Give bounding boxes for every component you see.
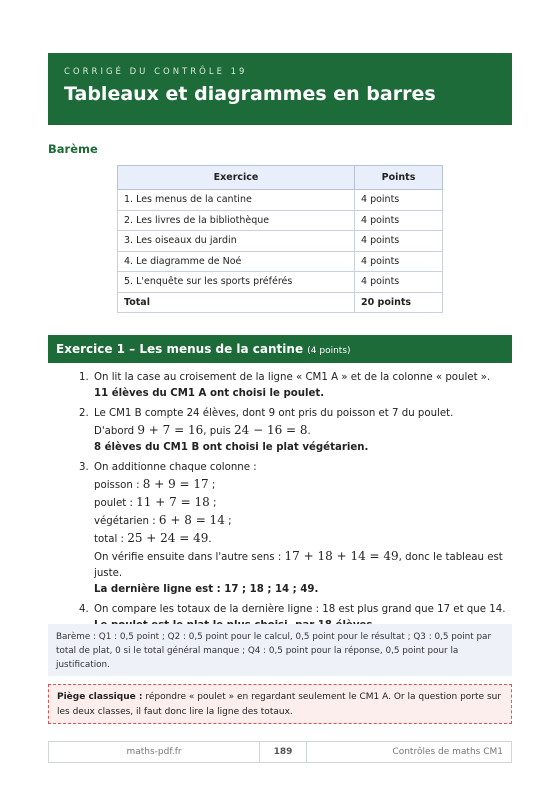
trap-text: répondre « poulet » en regardant seulement le CM1 A. Or la question porte sur les deux classes, il faut donc lire la ligne des totaux. xyxy=(57,692,502,717)
answer-item-4: 4. On compare les totaux de la dernière ligne : 18 est plus grand que 17 et que 14. xyxy=(94,602,506,634)
exercise1-title: Exercice 1 – Les menus de la cantine xyxy=(56,342,304,356)
page-title: Tableaux et diagrammes en barres xyxy=(64,83,436,105)
q4-text: On compare les totaux de la dernière ligne : 18 est plus grand que 17 et que 14. xyxy=(94,604,506,615)
q3-poulet: 11 + 7 = 18 xyxy=(136,495,210,509)
q3-check-prefix: On vérifie ensuite dans l'autre sens : xyxy=(94,552,285,563)
exercise-cell: 3. Les oiseaux du jardin xyxy=(118,231,355,252)
exercise-cell: 5. L'enquête sur les sports préférés xyxy=(118,272,355,293)
q2-calc2: 24 − 16 = 8 xyxy=(234,423,308,437)
table-row xyxy=(118,251,443,272)
answer-item-3: 3. On additionne chaque colonne : poisson : 8 + 9 = 17 ; poulet : 11 + 7 = 18 ; végétarien : 6 + 8 = 14 ; total : 25 + 24 = 49. On vérifie ensuite dans l'autre sens : 17 + 18 + 14 = 49, donc le tableau est juste. La dernière ligne est : 17 ; 18 ; 14 ; 49. xyxy=(79,462,503,595)
q1-text: On lit la case au croisement de la ligne « CM1 A » et de la colonne « poulet ». xyxy=(94,372,491,383)
points-cell: 4 points xyxy=(355,272,443,293)
bareme-label: Barème xyxy=(48,142,98,156)
q3-veg: 6 + 8 = 14 xyxy=(158,513,225,527)
footer-collection: Contrôles de maths CM1 xyxy=(392,747,503,757)
exercise1-header xyxy=(48,335,512,363)
points-cell: 4 points xyxy=(355,210,443,231)
answer-item-1: 1. On lit la case au croisement de la ligne « CM1 A » et de la colonne « poulet ». 11 élèves du CM1 A ont choisi le poulet. xyxy=(79,372,491,399)
trap-box xyxy=(48,684,512,724)
q3-poulet-label: poulet : xyxy=(94,498,137,509)
points-cell: 4 points xyxy=(355,251,443,272)
header-kicker: CORRIGÉ DU CONTRÔLE 19 xyxy=(64,67,248,77)
footer-site: maths-pdf.fr xyxy=(126,747,182,757)
exercise-cell: 4. Le diagramme de Noé xyxy=(118,251,355,272)
page-footer xyxy=(48,741,512,763)
bareme-note: Barème : Q1 : 0,5 point ; Q2 : 0,5 point pour le calcul, 0,5 point pour le résultat ; Q3 : 0,5 point par total de plat, 0 si le total général manque ; Q4 : 0,5 point pour la réponse, 0,5 point pour la justification. xyxy=(48,624,512,676)
q3-poisson: 8 + 9 = 17 xyxy=(142,477,209,491)
q3-text: On additionne chaque colonne : xyxy=(94,462,257,473)
q3-total: 25 + 24 = 49 xyxy=(127,531,209,545)
table-row xyxy=(118,190,443,211)
exercise-cell: 2. Les livres de la bibliothèque xyxy=(118,210,355,231)
q3-check: 17 + 18 + 14 = 49 xyxy=(284,549,399,563)
q3-total-label: total : xyxy=(94,534,128,545)
q3-answer: La dernière ligne est : 17 ; 18 ; 14 ; 49. xyxy=(94,584,319,595)
exercise1-points: (4 points) xyxy=(307,346,351,356)
total-points-cell: 20 points xyxy=(355,292,443,313)
trap-label: Piège classique : xyxy=(57,692,143,702)
q2-answer: 8 élèves du CM1 B ont choisi le plat végétarien. xyxy=(94,442,369,453)
bareme-table xyxy=(117,165,443,313)
col-header-points: Points xyxy=(355,166,443,190)
q3-veg-label: végétarien : xyxy=(94,516,159,527)
table-total-row xyxy=(118,292,443,313)
table-row xyxy=(118,231,443,252)
q3-poisson-label: poisson : xyxy=(94,480,143,491)
points-cell: 4 points xyxy=(355,190,443,211)
table-row xyxy=(118,210,443,231)
exercise-cell: 1. Les menus de la cantine xyxy=(118,190,355,211)
q2-calc-prefix: D'abord xyxy=(94,426,138,437)
q3-check-suffix: , donc le tableau est juste. xyxy=(94,552,503,579)
footer-page-number: 189 xyxy=(259,742,307,762)
q2-calc-mid: , puis xyxy=(203,426,234,437)
page-header xyxy=(48,53,512,125)
points-cell: 4 points xyxy=(355,231,443,252)
total-label-cell: Total xyxy=(118,292,355,313)
q2-text: Le CM1 B compte 24 élèves, dont 9 ont pris du poisson et 7 du poulet. xyxy=(94,408,454,419)
answers-list xyxy=(79,370,506,638)
q2-calc-end: . xyxy=(307,426,311,437)
col-header-exercise: Exercice xyxy=(118,166,355,190)
q2-calc1: 9 + 7 = 16 xyxy=(137,423,204,437)
answer-item-2: 2. Le CM1 B compte 24 élèves, dont 9 ont pris du poisson et 7 du poulet. D'abord 9 + 7 = 16, puis 24 − 16 = 8. 8 élèves du CM1 B ont choisi le plat végétarien. xyxy=(79,408,454,453)
q1-answer: 11 élèves du CM1 A ont choisi le poulet. xyxy=(94,388,325,399)
table-row xyxy=(118,272,443,293)
